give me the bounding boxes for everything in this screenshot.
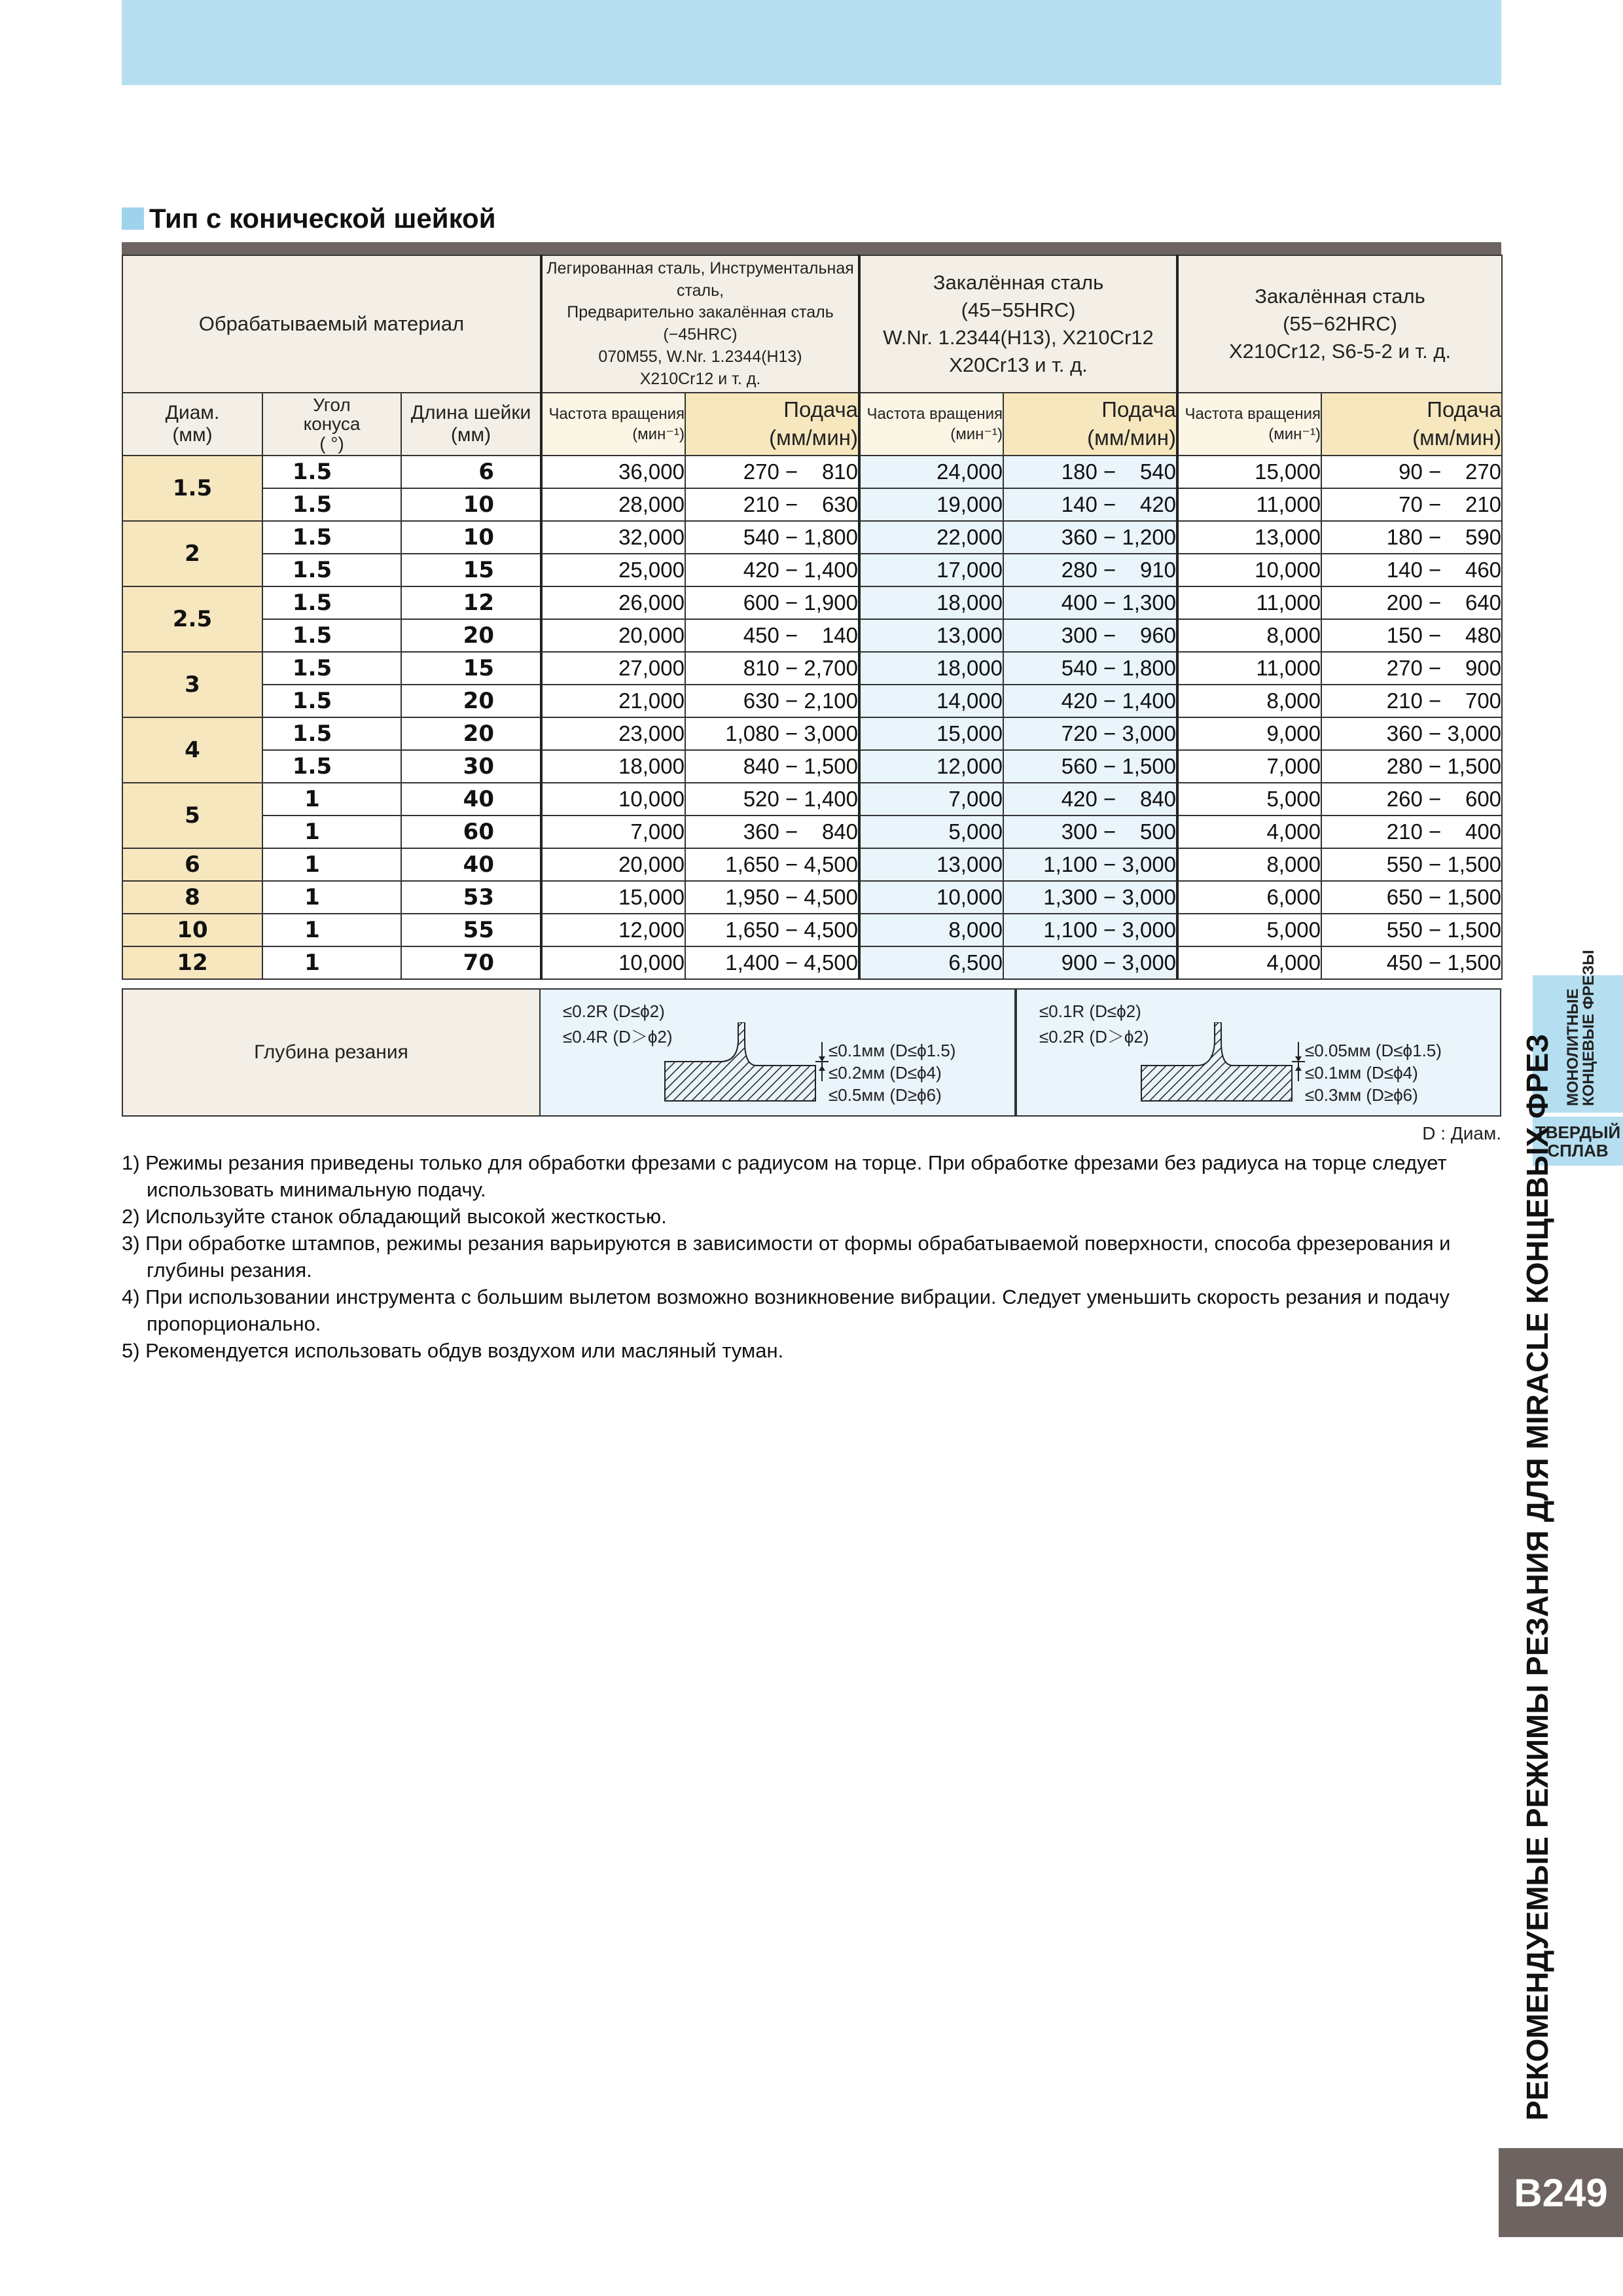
rpm-cell: 5,000: [859, 816, 1003, 848]
rpm-cell: 8,000: [1177, 619, 1321, 652]
feed-cell: 260 − 600: [1321, 783, 1502, 816]
table-row: [122, 586, 1502, 619]
rpm-cell: 32,000: [541, 521, 685, 554]
notes-list: [122, 1149, 1501, 1364]
feed-cell: 150 − 480: [1321, 619, 1502, 652]
rpm-cell: 22,000: [859, 521, 1003, 554]
section-title-text: Тип с конической шейкой: [149, 203, 496, 234]
depth-box-1-line-1: ≤0.2R (D≤ϕ2): [563, 1001, 665, 1021]
taper-cell: 1.5: [262, 619, 401, 652]
note-4: 4) При использовании инструмента с большим вылетом возможно возникновение вибрации. Следует уменьшить скорость резания и подачу пропорционально.: [122, 1285, 1450, 1335]
dia-header: Диам. (мм): [122, 393, 262, 456]
rpm-cell: 19,000: [859, 488, 1003, 521]
feed-cell: 420 − 1,400: [1003, 685, 1177, 717]
rpm-cell: 23,000: [541, 717, 685, 750]
rpm-cell: 11,000: [1177, 652, 1321, 685]
rpm-cell: 11,000: [1177, 586, 1321, 619]
note-2: 2) Используйте станок обладающий высокой жесткостью.: [122, 1205, 667, 1228]
depth-diagram-2-icon: [1135, 1022, 1305, 1107]
feed-cell: 360 − 3,000: [1321, 717, 1502, 750]
feed-cell: 520 − 1,400: [685, 783, 859, 816]
taper-cell: 1: [262, 816, 401, 848]
feed-cell: 1,300 − 3,000: [1003, 881, 1177, 914]
top-color-band: [122, 0, 1501, 85]
rpm-cell: 6,000: [1177, 881, 1321, 914]
note-3: 3) При обработке штампов, режимы резания варьируются в зависимости от формы обрабатываемой поверхности, способа фрезерования и глубины резания.: [122, 1232, 1451, 1282]
taper-cell: 1.5: [262, 717, 401, 750]
neck-length-cell: 40: [401, 783, 541, 816]
rpm-cell: 6,500: [859, 946, 1003, 979]
taper-cell: 1.5: [262, 554, 401, 586]
table-row: [122, 750, 1502, 783]
feed-cell: 1,950 − 4,500: [685, 881, 859, 914]
material-2-header: [859, 255, 1177, 393]
page-number: B249: [1499, 2148, 1623, 2237]
taper-header: Угол конуса ( °): [262, 393, 401, 456]
table-row: [122, 914, 1502, 946]
neck-length-cell: 30: [401, 750, 541, 783]
taper-cell: 1.5: [262, 652, 401, 685]
feed-cell: 360 − 1,200: [1003, 521, 1177, 554]
feed-header-3: Подача (мм/мин): [1321, 393, 1502, 456]
feed-cell: 270 − 810: [685, 456, 859, 488]
table-row: [122, 783, 1502, 816]
depth-box-1-right-1: ≤0.1мм (D≤ϕ1.5): [829, 1041, 956, 1060]
table-row: [122, 554, 1502, 586]
feed-cell: 560 − 1,500: [1003, 750, 1177, 783]
depth-box-2: [1016, 988, 1501, 1117]
material-2-line: W.Nr. 1.2344(H13), X210Cr12: [883, 326, 1154, 349]
rpm-cell: 26,000: [541, 586, 685, 619]
feed-cell: 420 − 1,400: [685, 554, 859, 586]
neck-length-cell: 12: [401, 586, 541, 619]
rpm-cell: 12,000: [541, 914, 685, 946]
table-row: [122, 488, 1502, 521]
material-1-line: X210Cr12 и т. д.: [639, 369, 761, 388]
depth-box-1-right-3: ≤0.5мм (D≥ϕ6): [829, 1085, 942, 1105]
feed-cell: 650 − 1,500: [1321, 881, 1502, 914]
diameter-note: D : Диам.: [1422, 1123, 1501, 1143]
table-row: [122, 619, 1502, 652]
rpm-cell: 10,000: [1177, 554, 1321, 586]
feed-cell: 210 − 700: [1321, 685, 1502, 717]
feed-cell: 540 − 1,800: [1003, 652, 1177, 685]
rpm-cell: 27,000: [541, 652, 685, 685]
feed-cell: 900 − 3,000: [1003, 946, 1177, 979]
feed-header-1: Подача (мм/мин): [685, 393, 859, 456]
material-1-line: Предварительно закалённая сталь: [567, 303, 834, 322]
dia-cell: 2: [122, 521, 262, 586]
feed-cell: 280 − 1,500: [1321, 750, 1502, 783]
rpm-cell: 20,000: [541, 619, 685, 652]
note-5: 5) Рекомендуется использовать обдув воздухом или масляный туман.: [122, 1339, 784, 1362]
taper-cell: 1.5: [262, 586, 401, 619]
depth-box-2-line-1: ≤0.1R (D≤ϕ2): [1039, 1001, 1141, 1021]
rpm-cell: 13,000: [859, 619, 1003, 652]
rpm-cell: 18,000: [859, 586, 1003, 619]
title-square-icon: [122, 207, 144, 230]
side-vertical-title: РЕКОМЕНДУЕМЫЕ РЕЖИМЫ РЕЗАНИЯ ДЛЯ MIRACLE КОНЦЕВЫХ ФРЕЗ: [1520, 1033, 1554, 2121]
rpm-header-2: Частота вращения (мин⁻¹): [859, 393, 1003, 456]
rpm-cell: 11,000: [1177, 488, 1321, 521]
dia-cell: 1.5: [122, 456, 262, 521]
rpm-cell: 25,000: [541, 554, 685, 586]
rpm-cell: 12,000: [859, 750, 1003, 783]
taper-cell: 1.5: [262, 488, 401, 521]
taper-cell: 1.5: [262, 685, 401, 717]
feed-cell: 420 − 840: [1003, 783, 1177, 816]
depth-box-1-right-2: ≤0.2мм (D≤ϕ4): [829, 1063, 942, 1083]
feed-cell: 450 − 1,500: [1321, 946, 1502, 979]
rpm-cell: 18,000: [541, 750, 685, 783]
material-3-line: Закалённая сталь: [1255, 285, 1425, 308]
rpm-cell: 7,000: [541, 816, 685, 848]
material-3-line: (55−62HRC): [1283, 312, 1397, 336]
feed-cell: 1,400 − 4,500: [685, 946, 859, 979]
feed-cell: 630 − 2,100: [685, 685, 859, 717]
feed-cell: 810 − 2,700: [685, 652, 859, 685]
depth-of-cut-row: [122, 988, 1501, 1118]
dia-cell: 2.5: [122, 586, 262, 652]
feed-cell: 720 − 3,000: [1003, 717, 1177, 750]
neck-length-cell: 15: [401, 554, 541, 586]
table-row: [122, 717, 1502, 750]
depth-label: Глубина резания: [122, 988, 541, 1117]
material-1-line: (−45HRC): [663, 325, 738, 344]
table-row: [122, 685, 1502, 717]
neck-length-cell: 40: [401, 848, 541, 881]
feed-cell: 550 − 1,500: [1321, 914, 1502, 946]
dia-cell: 8: [122, 881, 262, 914]
rpm-cell: 18,000: [859, 652, 1003, 685]
neck-length-cell: 6: [401, 456, 541, 488]
rpm-cell: 8,000: [1177, 848, 1321, 881]
material-1-header: [541, 255, 859, 393]
side-tab-2-line-2: СПЛАВ: [1547, 1140, 1609, 1160]
feed-cell: 70 − 210: [1321, 488, 1502, 521]
rpm-cell: 14,000: [859, 685, 1003, 717]
rpm-cell: 10,000: [541, 783, 685, 816]
neck-length-cell: 20: [401, 717, 541, 750]
rpm-cell: 10,000: [859, 881, 1003, 914]
feed-cell: 1,080 − 3,000: [685, 717, 859, 750]
taper-cell: 1.5: [262, 521, 401, 554]
feed-cell: 270 − 900: [1321, 652, 1502, 685]
feed-cell: 140 − 420: [1003, 488, 1177, 521]
rpm-cell: 7,000: [859, 783, 1003, 816]
feed-cell: 180 − 540: [1003, 456, 1177, 488]
neck-length-cell: 10: [401, 488, 541, 521]
feed-cell: 540 − 1,800: [685, 521, 859, 554]
table-row: [122, 652, 1502, 685]
taper-cell: 1: [262, 914, 401, 946]
feed-cell: 210 − 630: [685, 488, 859, 521]
rpm-cell: 4,000: [1177, 816, 1321, 848]
dia-cell: 5: [122, 783, 262, 848]
rpm-cell: 8,000: [859, 914, 1003, 946]
side-tab-2-line-1: ТВЕРДЫЙ: [1535, 1122, 1621, 1142]
feed-cell: 1,650 − 4,500: [685, 848, 859, 881]
depth-box-1: [539, 988, 1016, 1117]
side-tab-1-text: МОНОЛИТНЫЕ КОНЦЕВЫЕ ФРЕЗЫ: [1564, 950, 1597, 1106]
neck-length-cell: 53: [401, 881, 541, 914]
rpm-cell: 10,000: [541, 946, 685, 979]
feed-cell: 140 − 460: [1321, 554, 1502, 586]
rpm-cell: 8,000: [1177, 685, 1321, 717]
rpm-cell: 15,000: [541, 881, 685, 914]
taper-cell: 1.5: [262, 750, 401, 783]
depth-box-2-right-2: ≤0.1мм (D≤ϕ4): [1305, 1063, 1418, 1083]
neck-length-cell: 55: [401, 914, 541, 946]
dia-cell: 12: [122, 946, 262, 979]
feed-cell: 210 − 400: [1321, 816, 1502, 848]
rpm-cell: 9,000: [1177, 717, 1321, 750]
dia-cell: 4: [122, 717, 262, 783]
material-1-line: 070M55, W.Nr. 1.2344(H13): [598, 347, 802, 366]
table-row: [122, 946, 1502, 979]
feed-cell: 300 − 500: [1003, 816, 1177, 848]
section-title: [122, 202, 496, 236]
neck-length-cell: 20: [401, 619, 541, 652]
feed-cell: 1,100 − 3,000: [1003, 848, 1177, 881]
rpm-header-1: Частота вращения (мин⁻¹): [541, 393, 685, 456]
rpm-cell: 24,000: [859, 456, 1003, 488]
rpm-cell: 21,000: [541, 685, 685, 717]
feed-cell: 840 − 1,500: [685, 750, 859, 783]
rpm-cell: 15,000: [859, 717, 1003, 750]
feed-cell: 300 − 960: [1003, 619, 1177, 652]
rpm-cell: 15,000: [1177, 456, 1321, 488]
neck-length-cell: 20: [401, 685, 541, 717]
feed-cell: 400 − 1,300: [1003, 586, 1177, 619]
material-3-header: [1177, 255, 1502, 393]
feed-cell: 90 − 270: [1321, 456, 1502, 488]
taper-cell: 1: [262, 881, 401, 914]
feed-cell: 200 − 640: [1321, 586, 1502, 619]
table-row: [122, 456, 1502, 488]
rpm-cell: 5,000: [1177, 783, 1321, 816]
feed-cell: 450 − 140: [685, 619, 859, 652]
rpm-cell: 20,000: [541, 848, 685, 881]
rpm-cell: 7,000: [1177, 750, 1321, 783]
material-2-line: X20Cr13 и т. д.: [949, 353, 1088, 376]
feed-cell: 550 − 1,500: [1321, 848, 1502, 881]
feed-cell: 280 − 910: [1003, 554, 1177, 586]
taper-cell: 1: [262, 848, 401, 881]
table-row: [122, 816, 1502, 848]
cutting-conditions-table: [122, 255, 1503, 980]
depth-box-1-line-2: ≤0.4R (D＞ϕ2): [563, 1027, 673, 1047]
feed-header-2: Подача (мм/мин): [1003, 393, 1177, 456]
rpm-cell: 4,000: [1177, 946, 1321, 979]
rpm-cell: 28,000: [541, 488, 685, 521]
rpm-cell: 36,000: [541, 456, 685, 488]
neck-length-header: Длина шейки (мм): [401, 393, 541, 456]
dia-cell: 10: [122, 914, 262, 946]
material-1-line: Легированная сталь, Инструментальная сталь,: [546, 259, 854, 300]
rpm-cell: 13,000: [859, 848, 1003, 881]
neck-length-cell: 10: [401, 521, 541, 554]
neck-length-cell: 15: [401, 652, 541, 685]
rpm-cell: 17,000: [859, 554, 1003, 586]
table-row: [122, 521, 1502, 554]
neck-length-cell: 70: [401, 946, 541, 979]
taper-cell: 1.5: [262, 456, 401, 488]
dia-cell: 3: [122, 652, 262, 717]
material-label: Обрабатываемый материал: [122, 255, 541, 393]
neck-length-cell: 60: [401, 816, 541, 848]
title-rule: [122, 242, 1501, 255]
depth-box-2-line-2: ≤0.2R (D＞ϕ2): [1039, 1027, 1149, 1047]
depth-box-2-right-3: ≤0.3мм (D≥ϕ6): [1305, 1085, 1418, 1105]
depth-diagram-1-icon: [658, 1022, 829, 1107]
material-3-line: X210Cr12, S6-5-2 и т. д.: [1228, 339, 1452, 363]
taper-cell: 1: [262, 946, 401, 979]
table-row: [122, 881, 1502, 914]
depth-box-2-right-1: ≤0.05мм (D≤ϕ1.5): [1305, 1041, 1442, 1060]
rpm-cell: 13,000: [1177, 521, 1321, 554]
feed-cell: 1,100 − 3,000: [1003, 914, 1177, 946]
dia-cell: 6: [122, 848, 262, 881]
material-2-line: Закалённая сталь: [933, 271, 1104, 295]
feed-cell: 180 − 590: [1321, 521, 1502, 554]
rpm-header-3: Частота вращения (мин⁻¹): [1177, 393, 1321, 456]
note-1: 1) Режимы резания приведены только для обработки фрезами с радиусом на торце. При обработке фрезами без радиуса на торце следует использовать минимальную подачу.: [122, 1151, 1447, 1201]
feed-cell: 1,650 − 4,500: [685, 914, 859, 946]
feed-cell: 600 − 1,900: [685, 586, 859, 619]
rpm-cell: 5,000: [1177, 914, 1321, 946]
material-2-line: (45−55HRC): [961, 298, 1076, 322]
table-row: [122, 848, 1502, 881]
feed-cell: 360 − 840: [685, 816, 859, 848]
taper-cell: 1: [262, 783, 401, 816]
